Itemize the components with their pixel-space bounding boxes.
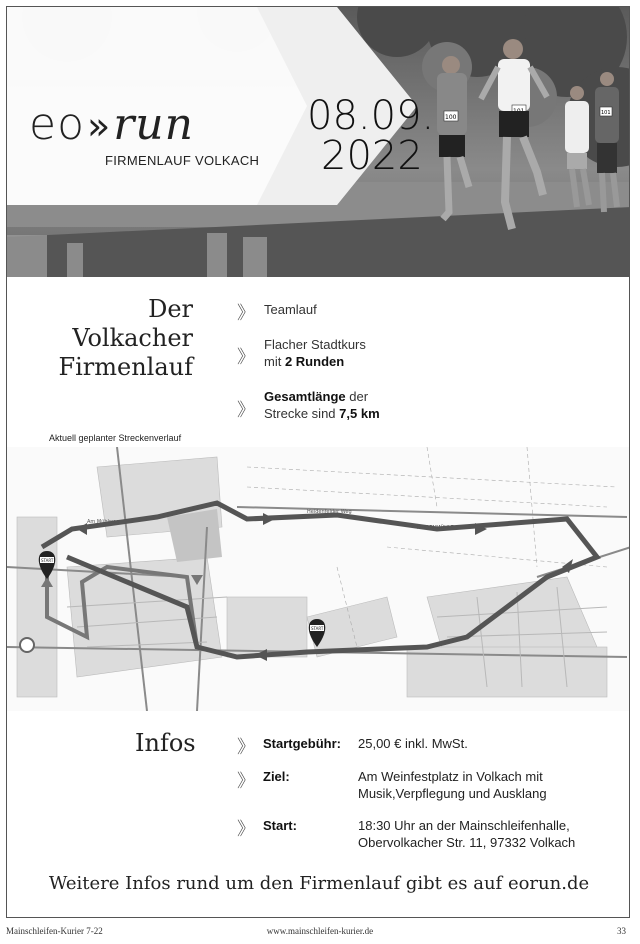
footer-website: www.mainschleifen-kurier.de [266, 926, 374, 936]
chevron-icon: 》 [237, 400, 255, 421]
chevron-icon: 》 [237, 737, 255, 758]
footer-publication: Mainschleifen-Kurier 7-22 [6, 926, 103, 936]
feature-course: Flacher Stadtkurs mit 2 Runden [264, 337, 366, 369]
eorun-logo: eo»run [29, 99, 194, 150]
event-date-day: 08.09. [307, 93, 435, 139]
chevron-icon: 》 [237, 347, 255, 368]
infos-title: Infos [135, 729, 196, 757]
area-label: HEIDENMÜHLE [417, 525, 454, 531]
info-value-fee: 25,00 € inkl. MwSt. [358, 736, 468, 751]
map-caption: Aktuell geplanter Streckenverlauf [49, 433, 182, 443]
chevron-icon: 》 [237, 303, 255, 324]
info-label-start: Start: [263, 818, 297, 833]
hero-image [7, 7, 630, 277]
event-date-year: 2022 [321, 133, 423, 179]
more-info-text: Weitere Infos rund um den Firmenlauf gibt es auf eorun.de [48, 873, 590, 894]
info-value-start: 18:30 Uhr an der Mainschleifenhalle, Obervolkacher Str. 11, 97332 Volkach [358, 818, 576, 850]
feature-teamlauf: Teamlauf [264, 302, 317, 317]
page-frame [6, 6, 630, 918]
section-title: Der Volkacher Firmenlauf [58, 295, 193, 381]
svg-text:START: START [311, 626, 324, 631]
feature-length: Gesamtlänge der Strecke sind 7,5 km [264, 389, 380, 421]
route-map [7, 447, 630, 711]
info-label-fee: Startgebühr: [263, 736, 341, 751]
street-label: Am Mühlweg [87, 519, 120, 525]
svg-text:100: 100 [445, 114, 457, 121]
svg-text:START: START [41, 558, 54, 563]
street-label: Heidenfelder Weg [307, 509, 352, 515]
svg-text:101: 101 [601, 110, 611, 116]
info-value-goal: Am Weinfestplatz in Volkach mit Musik,Verpflegung und Ausklang [358, 769, 547, 801]
footer-page-number: 33 [617, 926, 626, 936]
logo-subtitle: FIRMENLAUF VOLKACH [105, 153, 260, 168]
chevron-icon: 》 [237, 819, 255, 840]
info-label-goal: Ziel: [263, 769, 290, 784]
chevron-icon: 》 [237, 771, 255, 792]
